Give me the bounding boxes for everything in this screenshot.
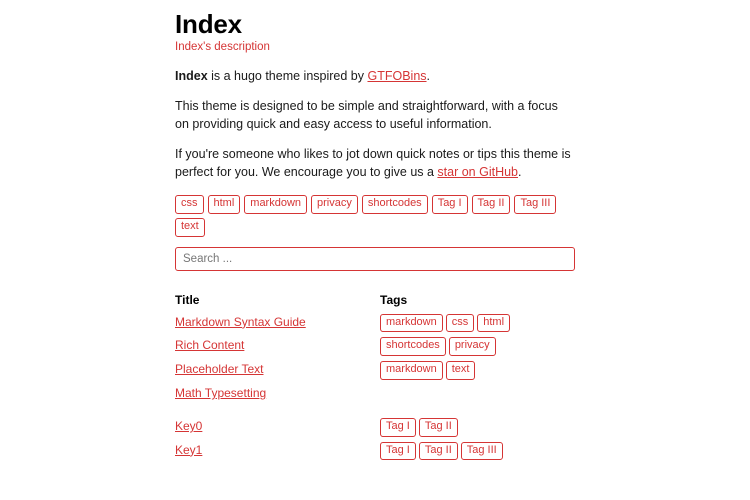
- table-header-row: [175, 293, 575, 314]
- table-row: [175, 361, 575, 385]
- row-title-cell: [175, 418, 380, 442]
- table-row: [175, 337, 575, 361]
- row-tag[interactable]: markdown: [380, 361, 443, 380]
- post-link[interactable]: Key1: [175, 442, 203, 457]
- spacer-cell: [380, 405, 575, 418]
- table-row: [175, 442, 575, 466]
- row-tag-list: [380, 337, 575, 356]
- post-link[interactable]: Key0: [175, 418, 203, 433]
- row-tag[interactable]: shortcodes: [380, 337, 446, 356]
- row-title-cell: [175, 361, 380, 385]
- tag-filter[interactable]: markdown: [244, 195, 307, 214]
- search-input[interactable]: [175, 247, 575, 271]
- row-tag[interactable]: Tag II: [419, 442, 458, 461]
- post-link[interactable]: Placeholder Text: [175, 362, 264, 377]
- tag-filter[interactable]: Tag I: [432, 195, 468, 214]
- row-tags-cell: [380, 442, 575, 466]
- row-tag[interactable]: Tag II: [419, 418, 458, 437]
- gtfobins-link[interactable]: GTFOBins: [367, 68, 427, 83]
- search-container: [175, 247, 575, 271]
- row-tag[interactable]: html: [477, 314, 510, 333]
- tag-filter[interactable]: Tag III: [514, 195, 556, 214]
- tag-filter[interactable]: html: [208, 195, 241, 214]
- tag-filter[interactable]: css: [175, 195, 204, 214]
- intro-text-a: is a hugo theme inspired by: [207, 68, 368, 83]
- table-body: [175, 314, 575, 466]
- table-row: [175, 418, 575, 442]
- intro-text-d: .: [518, 165, 522, 180]
- column-header-title: Title: [175, 292, 200, 307]
- row-tag[interactable]: Tag I: [380, 418, 416, 437]
- row-tags-cell: [380, 361, 575, 385]
- tag-filter[interactable]: privacy: [311, 195, 358, 214]
- page-title: Index: [175, 9, 242, 39]
- intro-paragraph-3: [175, 145, 575, 181]
- tag-filter[interactable]: text: [175, 218, 205, 237]
- row-tag-list: [380, 361, 575, 380]
- site-description: Index's description: [175, 40, 270, 53]
- tag-filter[interactable]: shortcodes: [362, 195, 428, 214]
- row-tag[interactable]: text: [446, 361, 476, 380]
- intro-text-b: .: [426, 68, 431, 83]
- page-container: [175, 0, 575, 465]
- row-title-cell: [175, 314, 380, 338]
- row-title-cell: [175, 337, 380, 361]
- spacer-cell: [175, 405, 380, 418]
- row-tags-cell: [380, 385, 575, 405]
- row-tag[interactable]: privacy: [449, 337, 496, 356]
- intro-text-c: If you're someone who likes to jot down quick notes or tips this theme is perfect for you. We encourage you to give us a: [175, 146, 571, 180]
- global-tag-list: [175, 195, 575, 237]
- post-link[interactable]: Math Typesetting: [175, 385, 267, 400]
- row-tag[interactable]: markdown: [380, 314, 443, 333]
- column-header-tags: Tags: [380, 292, 408, 307]
- table-row: [175, 314, 575, 338]
- intro-paragraph-2: This theme is designed to be simple and straightforward, with a focus on providing quick and easy access to useful information.: [175, 98, 558, 131]
- row-tags-cell: [380, 314, 575, 338]
- row-tag[interactable]: css: [446, 314, 475, 333]
- row-tags-cell: [380, 337, 575, 361]
- post-link[interactable]: Rich Content: [175, 338, 245, 353]
- table-row: [175, 385, 575, 405]
- row-tag[interactable]: Tag I: [380, 442, 416, 461]
- row-title-cell: [175, 442, 380, 466]
- table-head: [175, 293, 575, 314]
- row-tag[interactable]: Tag III: [461, 442, 503, 461]
- row-tag-list: [380, 314, 575, 333]
- tag-filter[interactable]: Tag II: [472, 195, 511, 214]
- table-spacer-row: [175, 405, 575, 418]
- row-tag-list: [380, 418, 575, 437]
- intro-bold-name: Index: [175, 68, 208, 83]
- row-tag-list: [380, 442, 575, 461]
- row-title-cell: [175, 385, 380, 405]
- post-link[interactable]: Markdown Syntax Guide: [175, 314, 306, 329]
- github-star-link[interactable]: star on GitHub: [437, 165, 519, 180]
- row-tags-cell: [380, 418, 575, 442]
- intro-paragraph-1: [175, 67, 575, 85]
- index-table: [175, 293, 575, 466]
